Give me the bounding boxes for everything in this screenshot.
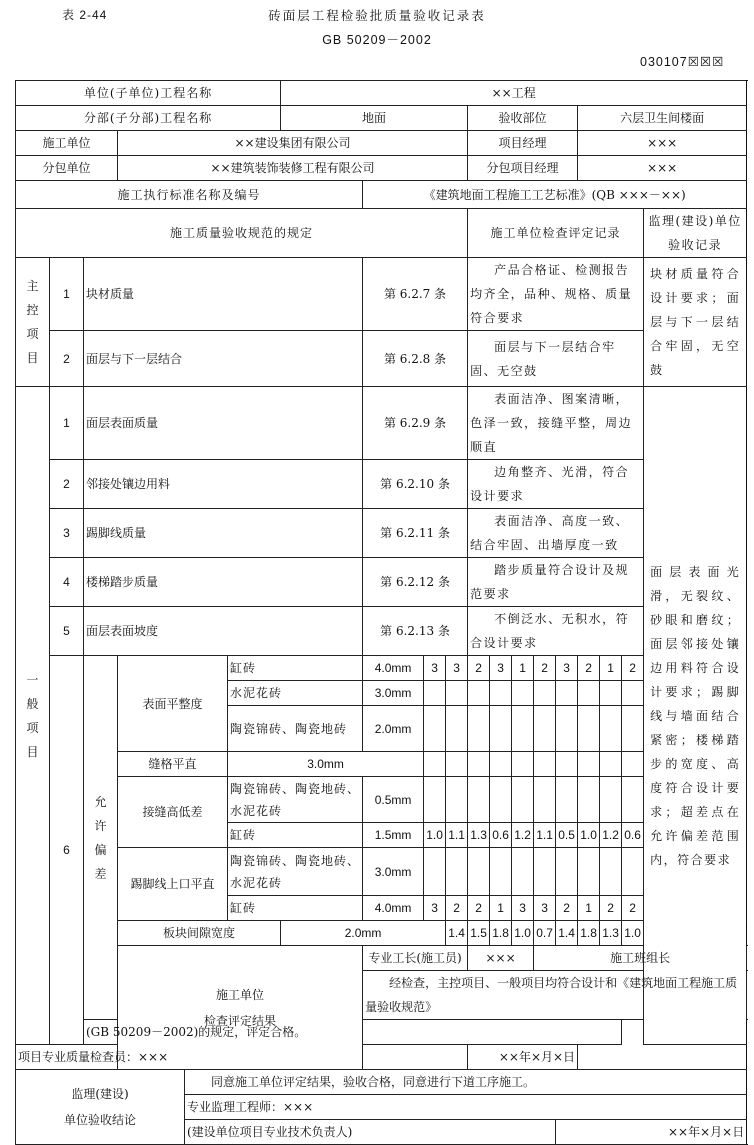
measure-cell [424, 777, 446, 823]
constructor-label: 施工单位 [16, 131, 118, 156]
general-item-no: 3 [50, 509, 84, 558]
gap-label: 板块间隙宽度 [118, 921, 281, 946]
sup-text: 同意施工单位评定结果，验收合格，同意进行下道工序施工。 [185, 1070, 747, 1095]
tol-material: 水泥花砖 [228, 681, 363, 706]
sub-label: 分包单位 [16, 156, 118, 181]
tol-material: 缸砖 [228, 896, 363, 921]
measure-value: 1 [600, 656, 622, 681]
measure-value: 2 [600, 896, 622, 921]
general-label: 一般项目 [16, 387, 50, 1045]
general-item-name: 面层表面坡度 [84, 607, 363, 656]
sub-value: ××建筑装饰装修工程有限公司 [118, 156, 468, 181]
general-item-record: 边角整齐、光滑，符合设计要求 [468, 460, 644, 509]
general-item-clause: 第 6.2.11 条 [363, 509, 468, 558]
measure-cell [600, 777, 622, 823]
col-spec: 施工质量验收规范的规定 [16, 209, 468, 258]
measure-cell [578, 848, 600, 896]
tol-limit: 3.0mm [363, 681, 424, 706]
tol-limit: 0.5mm [363, 777, 424, 823]
general-item-no: 1 [50, 387, 84, 460]
measure-cell [556, 848, 578, 896]
general-item-name: 邻接处镶边用料 [84, 460, 363, 509]
general-supervise: 面层表面光滑，无裂纹、砂眼和磨纹；面层邻接处镶边用料符合设计要求；踢脚线与墙面结合紧密；楼梯踏步的宽度、高度符合设计要求；超差点在允许偏差范围内，符合要求 [644, 387, 747, 1045]
exec-std-value: 《建筑地面工程施工工艺标准》(QB ×××－××) [363, 181, 747, 209]
sup-label-1: 监理(建设) [71, 1087, 129, 1101]
measure-value: 1.3 [600, 921, 622, 946]
measure-cell [446, 777, 468, 823]
general-item-clause: 第 6.2.12 条 [363, 558, 468, 607]
sup-date: ××年×月×日 [556, 1120, 747, 1145]
tol-limit: 2.0mm [363, 706, 424, 752]
measure-value: 2 [468, 896, 490, 921]
measure-value: 1.8 [578, 921, 600, 946]
measure-value: 1.0 [424, 823, 446, 848]
measure-cell [578, 777, 600, 823]
general-item-clause: 第 6.2.9 条 [363, 387, 468, 460]
measure-cell [556, 777, 578, 823]
main-item-clause: 第 6.2.7 条 [363, 258, 468, 331]
measure-cell [446, 706, 468, 752]
inspection-form [15, 80, 747, 1145]
measure-cell [600, 848, 622, 896]
general-item-clause: 第 6.2.13 条 [363, 607, 468, 656]
measure-cell [600, 752, 622, 777]
form-standard: GB 50209－2002 [322, 33, 432, 47]
tol-limit: 4.0mm [363, 656, 424, 681]
measure-cell [424, 681, 446, 706]
measure-cell [424, 706, 446, 752]
measure-value: 3 [446, 656, 468, 681]
tol-limit: 4.0mm [363, 896, 424, 921]
col-check: 施工单位检查评定记录 [468, 209, 644, 258]
pm-label: 项目经理 [468, 131, 578, 156]
tol-material: 陶瓷锦砖、陶瓷地砖、水泥花砖 [228, 777, 363, 823]
measure-cell [556, 706, 578, 752]
flatness-label: 表面平整度 [118, 656, 228, 752]
team-label: 施工班组长 [534, 946, 747, 971]
measure-value: 1 [578, 896, 600, 921]
measure-cell [512, 848, 534, 896]
measure-value: 1.4 [446, 921, 468, 946]
general-item-record: 表面洁净、高度一致、结合牢固、出墙厚度一致 [468, 509, 644, 558]
measure-value: 1.2 [512, 823, 534, 848]
measure-cell [512, 777, 534, 823]
eval-date: ××年×月×日 [468, 1045, 578, 1070]
general-item-clause: 第 6.2.10 条 [363, 460, 468, 509]
measure-value: 1 [490, 896, 512, 921]
measure-value: 3 [512, 896, 534, 921]
measure-cell [490, 777, 512, 823]
measure-value: 0.5 [556, 823, 578, 848]
sup-label [16, 1070, 185, 1145]
measure-value: 3 [490, 656, 512, 681]
measure-cell [556, 681, 578, 706]
measure-cell [578, 752, 600, 777]
measure-cell [468, 777, 490, 823]
measure-value: 0.7 [534, 921, 556, 946]
general-item-record: 不倒泛水、无积水，符合设计要求 [468, 607, 644, 656]
sup-engineer: 专业监理工程师：××× [185, 1095, 747, 1120]
measure-cell [446, 752, 468, 777]
measure-cell [468, 706, 490, 752]
general-item-no: 5 [50, 607, 84, 656]
tol-material: 陶瓷锦砖、陶瓷地砖、水泥花砖 [228, 848, 363, 896]
tol-material: 陶瓷锦砖、陶瓷地砖 [228, 706, 363, 752]
general-item-record: 踏步质量符合设计及规范要求 [468, 558, 644, 607]
measure-cell [534, 681, 556, 706]
gap-limit: 2.0mm [281, 921, 446, 946]
measure-cell [534, 848, 556, 896]
measure-value: 2 [556, 896, 578, 921]
general-item-name: 面层表面质量 [84, 387, 363, 460]
general-item-no: 2 [50, 460, 84, 509]
measure-value: 2 [578, 656, 600, 681]
measure-value: 0.6 [490, 823, 512, 848]
measure-value: 1.0 [578, 823, 600, 848]
main-item-record: 面层与下一层结合牢固、无空鼓 [468, 331, 644, 387]
measure-value: 3 [424, 656, 446, 681]
unit-project-value: ××工程 [281, 81, 747, 106]
measure-value: 2 [534, 656, 556, 681]
form-code: 030107☒☒☒ [640, 55, 725, 69]
measure-value: 1 [512, 656, 534, 681]
seam-label: 缝格平直 [118, 752, 228, 777]
measure-cell [534, 777, 556, 823]
main-item-no: 1 [50, 258, 84, 331]
measure-value: 0.6 [622, 823, 644, 848]
measure-cell [446, 848, 468, 896]
accept-part-label: 验收部位 [468, 106, 578, 131]
measure-value: 1.1 [446, 823, 468, 848]
tol-material: 缸砖 [228, 656, 363, 681]
col-supervise: 监理(建设)单位验收记录 [644, 209, 747, 258]
measure-value: 1.5 [468, 921, 490, 946]
main-supervise: 块材质量符合设计要求；面层与下一层结合牢固，无空鼓 [644, 258, 747, 387]
accept-part-value: 六层卫生间楼面 [578, 106, 747, 131]
measure-value: 1.2 [600, 823, 622, 848]
pm-value: ××× [578, 131, 747, 156]
general-item-record: 表面洁净、图案清晰，色泽一致，接缝平整，周边顺直 [468, 387, 644, 460]
foreman-value: ××× [468, 946, 534, 971]
sub-pm-label: 分包项目经理 [468, 156, 578, 181]
unit-project-label: 单位(子单位)工程名称 [16, 81, 281, 106]
skirting-label: 踢脚线上口平直 [118, 848, 228, 921]
sup-label-2: 单位验收结论 [63, 1113, 136, 1127]
constructor-value: ××建设集团有限公司 [118, 131, 468, 156]
exec-std-label: 施工执行标准名称及编号 [16, 181, 363, 209]
main-label: 主控项目 [16, 258, 50, 387]
general-item-name: 踢脚线质量 [84, 509, 363, 558]
eval-text-1: 经检查，主控项目、一般项目均符合设计和《建筑地面工程施工质量验收规范》 [363, 971, 747, 1020]
division-value: 地面 [281, 106, 468, 131]
main-item-record: 产品合格证、检测报告均齐全，品种、规格、质量符合要求 [468, 258, 644, 331]
main-item-name: 面层与下一层结合 [84, 331, 363, 387]
measure-cell [600, 681, 622, 706]
foreman-label: 专业工长(施工员) [363, 946, 468, 971]
measure-value: 3 [424, 896, 446, 921]
measure-cell [512, 681, 534, 706]
measure-cell [468, 752, 490, 777]
measure-cell [490, 681, 512, 706]
tol-limit: 3.0mm [363, 848, 424, 896]
measure-cell [424, 848, 446, 896]
tolerance-label: 允许偏差 [84, 656, 118, 1020]
measure-value: 2 [446, 896, 468, 921]
measure-value: 1.1 [534, 823, 556, 848]
measure-value: 2 [468, 656, 490, 681]
eval-text-2: (GB 50209－2002)的规定，评定合格。 [84, 1020, 622, 1045]
measure-cell [622, 706, 644, 752]
measure-cell [490, 706, 512, 752]
measure-cell [578, 706, 600, 752]
form-title: 砖面层工程检验批质量验收记录表 [268, 8, 486, 23]
measure-value: 1.0 [622, 921, 644, 946]
measure-cell [424, 752, 446, 777]
measure-cell [534, 706, 556, 752]
division-label: 分部(子分部)工程名称 [16, 106, 281, 131]
measure-cell [512, 706, 534, 752]
sup-owner: (建设单位项目专业技术负责人) [185, 1120, 556, 1145]
eval-label-2: 检查评定结果 [204, 1013, 277, 1028]
main-item-no: 2 [50, 331, 84, 387]
sub-pm-value: ××× [578, 156, 747, 181]
joint-label: 接缝高低差 [118, 777, 228, 848]
measure-value: 1.8 [490, 921, 512, 946]
measure-value: 3 [534, 896, 556, 921]
measure-cell [512, 752, 534, 777]
general-item-name: 楼梯踏步质量 [84, 558, 363, 607]
measure-cell [468, 681, 490, 706]
measure-cell [468, 848, 490, 896]
table-number: 表 2-44 [62, 8, 108, 22]
measure-value: 2 [622, 656, 644, 681]
measure-cell [446, 681, 468, 706]
measure-cell [534, 752, 556, 777]
measure-cell [490, 752, 512, 777]
measure-cell [622, 777, 644, 823]
main-item-name: 块材质量 [84, 258, 363, 331]
measure-cell [578, 681, 600, 706]
measure-cell [556, 752, 578, 777]
seam-limit: 3.0mm [228, 752, 424, 777]
measure-value: 1.0 [512, 921, 534, 946]
tolerance-no: 6 [50, 656, 84, 1045]
tol-material: 缸砖 [228, 823, 363, 848]
measure-cell [600, 706, 622, 752]
eval-inspector: 项目专业质量检查员：××× [16, 1045, 468, 1070]
measure-cell [622, 752, 644, 777]
measure-value: 1.3 [468, 823, 490, 848]
general-item-no: 4 [50, 558, 84, 607]
measure-value: 1.4 [556, 921, 578, 946]
eval-label-1: 施工单位 [216, 987, 265, 1002]
main-item-clause: 第 6.2.8 条 [363, 331, 468, 387]
measure-cell [490, 848, 512, 896]
measure-value: 3 [556, 656, 578, 681]
measure-cell [622, 681, 644, 706]
measure-cell [622, 848, 644, 896]
tol-limit: 1.5mm [363, 823, 424, 848]
measure-value: 2 [622, 896, 644, 921]
